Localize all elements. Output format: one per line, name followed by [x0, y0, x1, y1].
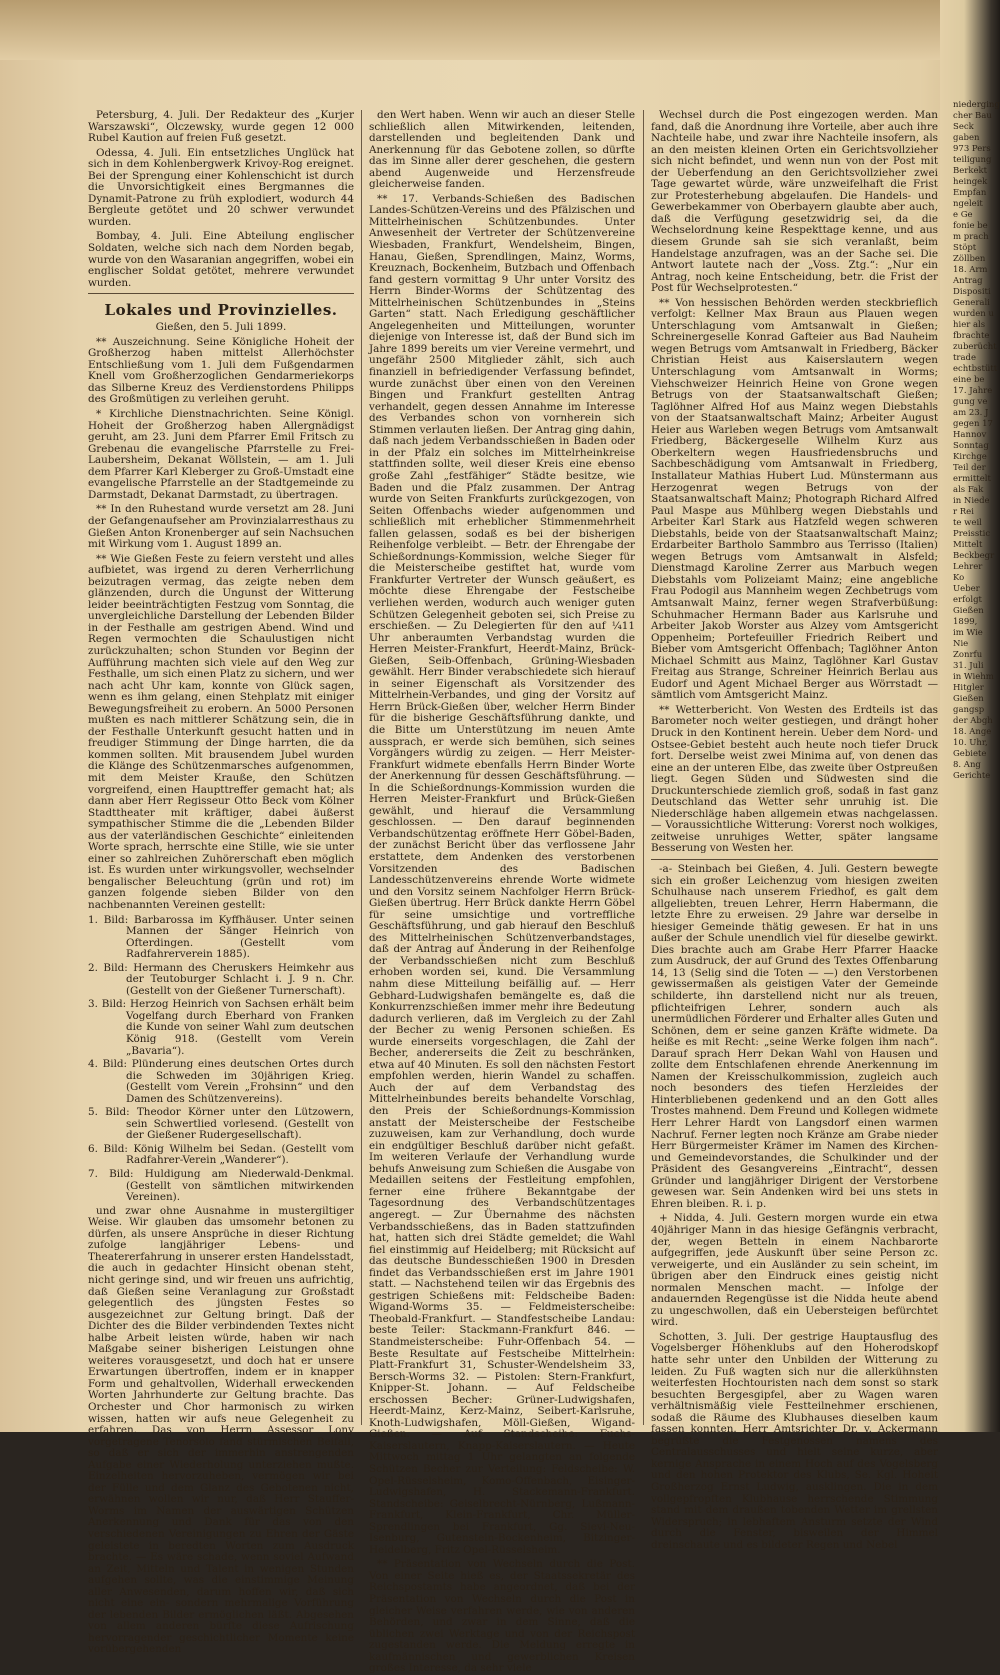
column-rule: [361, 110, 362, 1425]
side-fragment: 18. Ange: [953, 727, 992, 737]
side-fragment: Dispositi: [953, 287, 991, 297]
side-fragment: Generali: [953, 298, 990, 308]
side-fragment: fonie be: [953, 221, 988, 231]
side-fragment: Lehrer: [953, 562, 983, 572]
side-fragment: e Ge: [953, 210, 973, 220]
side-fragment: Antrag: [953, 276, 983, 286]
article-steckbrief: ** Von hessischen Behörden werden steckbrieflich verfolgt: Kellner Max Braun aus Plauen wegen Unterschlagung vom Amtsanwalt in Gießen; Schreinergeselle Konrad Gafteier aus Bad Nauheim wegen Betrugs vom Amtsanwalt in Friedberg, Bäcker Christian Heist aus Kaiserslautern wegen Unterschlagung vom Amtsanwalt in Worms; Viehschweizer Heinrich Heine von Grone wegen Betrugs von der Staatsanwaltschaft Gießen; Taglöhner Alfred Hof aus Mainz wegen Diebstahls von der Staatsanwaltschaft Mainz; Arbeiter August Heier aus Warleben wegen Betrugs vom Amtsanwalt Friedberg, Bäckergeselle Wilhelm Kurz aus Oberkeltern wegen Hausfriedensbruchs und Sachbeschädigung vom Amtsanwalt in Friedberg, Installateur Mathias Hubert Lud. Münstermann aus Herzogenrat wegen Betrugs von der Staatsanwaltschaft Mainz; Photograph Richard Alfred Paul Maspe aus Mühlberg wegen Diebstahls und Arbeiter Karl Stark aus Hatzfeld wegen schweren Diebstahls, beide von der Staatsanwaltschaft Mainz; Erdarbeiter Bartholo Sammbro aus Terrisso (Italien) wegen Betrugs vom Amtsanwalt in Alsfeld; Dienstmagd Karoline Zerrer aus Marbuch wegen Diebstahls vom Polizeiamt Mainz; eine angebliche Frau Podogil aus Mannheim wegen Zechbetrugs vom Amtsanwalt Mainz, ferner wegen Strafverbüßung: Schuhmacher Hermann Bader aus Karlsruhe und Arbeiter Jakob Worster aus Alzey vom Amtsgericht Oppenheim; Portefeuiller Friedrich Reibert und Bieber vom Amtsgericht Offenbach; Taglöhner Anton Michael Schmitt aus Mainz, Taglöhner Karl Gustav Freitag aus Strange, Schreiner Heinrich Berlau aus Eudorf und Agent Michael Berger aus Wörrstadt — sämtlich vom Amtsgericht Mainz.: [651, 296, 938, 702]
side-fragment: 18. Arm: [953, 265, 988, 275]
article-wetterbericht: ** Wetterbericht. Von Westen des Erdteils ist das Barometer noch weiter gestiegen, und drängt hoher Druck in den Kontinent herein. Ueber dem Nord- und Ostsee-Gebiet besteht auch heute noch tiefer Druck fort. Derselbe weist zwei Minima auf, von denen das eine an der unteren Elbe, das zweite über Ostpreußen liegt. Gegen Süden und Südwesten sind die Druckunterschiede ziemlich groß, sodaß in fast ganz Deutschland das Wetter sehr unruhig ist. Die Niederschläge haben allgemein etwas nachgelassen. — Voraussichtliche Witterung: Vorerst noch wolkiges, zeitweise unruhiges Wetter, später langsame Besserung von Westen her.: [651, 703, 938, 855]
side-fragment: 973 Pers: [953, 144, 991, 154]
article-wechsel: ** Präsentation von Wechseln durch die Post. Von einer Seite hieß es, der Staatssekretär des Reichspostamts habe angeordnet, daß bei der Präsentation von Wechseln durch die Post in gleicher Weise verfahren werde, wie von anderen Behörden, und zwar in dem Sinne, daß die üblichen zwei Werktage und von der Reichspost zugestanden werde. Die Meldung erregte in kaufmännischen und gewerblichen Kreisen großes Interesse, da sehr viele: [369, 1558, 635, 1675]
side-fragment: 17. Jahre: [953, 386, 993, 396]
side-fragment: Hitgler: [953, 683, 984, 693]
side-fragment: gaben: [953, 133, 980, 143]
article-auszeichnung: ** Auszeichnung. Seine Königliche Hoheit der Großherzog haben mittelst Allerhöchster Entschließung vom 1. Juli dem Fußgendarmen Knell vom Großherzoglichen Gendarmeriekorps das Silberne Kreuz des Verdienstordens Philipps des Großmütigen zu verleihen geruht.: [88, 335, 354, 406]
column-1: [88, 109, 354, 1656]
side-fragment: 10. Uhr,: [953, 738, 988, 748]
side-fragment: Berkekt: [953, 166, 988, 176]
side-fragment: Gebiete: [953, 749, 987, 759]
side-fragment: Hannov: [953, 430, 987, 440]
side-fragment: Nie: [953, 639, 969, 649]
side-fragment: Stöpt: [953, 243, 977, 253]
side-fragment: im Wie: [953, 628, 983, 638]
side-fragment: zuberücht: [953, 342, 997, 352]
side-fragment: niederging: [953, 100, 1000, 110]
section-rule: [651, 859, 938, 860]
side-fragment: erfolgt: [953, 595, 982, 605]
bild-item: 3. Bild: Herzog Heinrich von Sachsen erhält beim Vogelfang durch Eberhard von Franken die Kunde von seiner Wahl zum deutschen König 918. (Gestellt vom Verein „Bavaria“).: [88, 998, 354, 1057]
section-rule: [88, 293, 354, 294]
article-petersburg: Petersburg, 4. Juli. Der Redakteur des „Kurjer Warszawski“, Olczewsky, wurde gegen 12 000 Rubel Kaution auf freien Fuß gesetzt.: [88, 109, 354, 145]
side-fragment: in Wiehm: [953, 672, 994, 682]
article-feste: ** Wie Gießen Feste zu feiern versteht und alles aufbietet, was irgend zu deren Verherrlichung beizutragen vermag, das zeigte neben dem glänzenden, durch die Ungunst der Witterung leider beeinträchtigten Festzug vom Sonntag, die unvergleichliche Darstellung der Lebenden Bilder in der Festhalle am gestrigen Abend. Wind und Regen vermochten die Schaulustigen nicht zurückzuhalten; schon Stunden vor Beginn der Aufführung machten sich viele auf den Weg zur Festhalle, um sich einen Platz zu sichern, und wer nach acht Uhr kam, konnte von Glück sagen, wenn es ihm gelang, einen Stehplatz mit einiger Bewegungsfreiheit zu erobern. An 5000 Personen mußten es nach mittlerer Schätzung sein, die in der Festhalle Unterkunft gesucht hatten und in freudiger Stimmung der Dinge harrten, die da kommen sollten. Mit brausendem Jubel wurden die Klänge des Schützenmarsches aufgenommen, mit dem Meister Krauße, den Schützen vorgreifend, einen Haupttreffer gemacht hat; als dann aber Herr Regisseur Otto Beck vom Kölner Stadttheater mit kräftiger, dabei äußerst sympathischer Stimme die die „Lebenden Bilder aus der vaterländischen Geschichte“ einleitenden Worte sprach, herrschte eine Stille, wie sie unter einer so zahlreichen Zuhörerschaft eben möglich ist. Es wurden unter wirkungsvoller, wechselnder bengalischer Beleuchtung (grün und rot) im ganzen folgende sieben Bilder von den nachbenannten Vereinen gestellt:: [88, 552, 354, 911]
article-nidda: + Nidda, 4. Juli. Gestern morgen wurde ein etwa 40jähriger Mann in das hiesige Gefängnis verbracht, der, wegen Betteln in einem Nachbarorte aufgegriffen, jede Auskunft über seine Person zc. verweigerte, und ein Ausländer zu sein scheint, im übrigen aber den Eindruck eines geistig nicht normalen Menschen macht. — Infolge der andauernden Regengüsse ist die Nidda heute abend zu ungeschwollen, daß ein Uebersteigen befürchtet wird.: [651, 1212, 938, 1329]
newspaper-columns: [88, 109, 948, 1675]
side-fragment: Gießen: [953, 694, 984, 704]
side-fragment: am 23. J: [953, 408, 989, 418]
side-fragment: Kirchge: [953, 452, 987, 462]
side-fragment: eine be: [953, 375, 985, 385]
bild-item: 6. Bild: König Wilhelm bei Sedan. (Gestellt vom Radfahrer-Verein „Wanderer“).: [88, 1142, 354, 1167]
side-fragment: hier als: [953, 320, 986, 330]
bild-item: 1. Bild: Barbarossa im Kyffhäuser. Unter seinen Mannen der Sänger Heinrich von Ofterdingen. (Gestellt vom Radfahrerverein 1885).: [88, 913, 354, 961]
side-fragment: Gießen: [953, 606, 984, 616]
side-fragment: 1899,: [953, 617, 978, 627]
column-3: [651, 109, 938, 1551]
article-continuation: den Wert haben. Wenn wir auch an dieser Stelle schließlich allen Mitwirkenden, leitenden, darstellenden und begleitenden Dank und Anerkennung für das Gebotene zollen, so dürfte das im Sinne aller derer geschehen, die gestern abend Augenweide und Herzensfreude gleicherweise fanden.: [369, 109, 635, 191]
article-bombay: Bombay, 4. Juli. Eine Abteilung englischer Soldaten, welche sich nach dem Norden begab, wurde von den Wasaranian angegriffen, wobei ein englischer Soldat getötet, mehrere verwundet wurden.: [88, 230, 354, 289]
side-fragment: in Niede: [953, 496, 990, 506]
side-fragment: teiligung: [953, 155, 992, 165]
side-fragment: Ko: [953, 573, 965, 583]
column-2: [369, 109, 635, 1675]
article-odessa: Odessa, 4. Juli. Ein entsetzliches Unglück hat sich in dem Kohlenbergwerk Krivoy-Rog ereignet. Bei der Sprengung einer Kohlenschicht ist durch die Unvorsichtigkeit eines Bergmannes die Dynamit-Patrone zu früh explodiert, wodurch 44 Bergleute getötet und 20 schwer verwundet wurden.: [88, 146, 354, 228]
side-fragment: Gerichte: [953, 771, 991, 781]
article-kirchliche: * Kirchliche Dienstnachrichten. Seine Königl. Hoheit der Großherzog haben Allergnädigst geruht, am 23. Juni dem Pfarrer Emil Fritsch zu Grebenau die evangelische Pfarrstelle zu Frei-Laubersheim, Dekanat Wöllstein, — am 1. Juli dem Pfarrer Karl Kleberger zu Groß-Umstadt eine evangelische Pfarrstelle an der Stadtgemeinde zu Darmstadt, Dekanat Darmstadt, zu übertragen.: [88, 408, 354, 501]
article-verbandsschiessen: ** 17. Verbands-Schießen des Badischen Landes-Schützen-Vereins und des Pfälzischen und Mittelrheinischen Schützenbundes. Unter Anwesenheit der Vertreter der Schützenvereine Wiesbaden, Frankfurt, Wendelsheim, Bingen, Hanau, Gießen, Sprendlingen, Mainz, Worms, Kreuznach, Bockenheim, Butzbach und Offenbach fand gestern vormittag 9 Uhr unter Vorsitz des Herrn Binder-Worms der Schützentag des Mittelrheinischen Schützenbundes in „Steins Garten“ statt. Nach Erledigung geschäftlicher Angelegenheiten und Mitteilungen, worunter diejenige von Interesse ist, daß der Bund sich im Jahre 1899 bereits um vier Vereine vermehrt, und ungefähr 2500 Mitglieder zählt, sich auch finanziell in befriedigender Verfassung befindet, wurde zunächst über einen von den Vereinen Bingen und Frankfurt gestellten Antrag verhandelt, gegen dessen Annahme im Interesse des Verbandes schon von vornherein sich Stimmen verlauten ließen. Der Antrag ging dahin, daß nach jedem Verbandsschießen in Baden oder in der Pfalz ein solches im Mittelrheinkreise stattfinden sollte, weil dieser Kreis eine ebenso große Zahl „festfähiger“ Städte besitze, wie Baden und die Pfalz zusammen. Der Antrag wurde von Seiten Frankfurts zurückgezogen, von Seiten Offenbachs wieder aufgenommen und schließlich mit erheblicher Stimmenmehrheit fallen gelassen, sodaß es bei der bisherigen Reihenfolge verbleibt. — Betr. der Ehrengabe der Schießordnungs-Kommission, welche Sieger für die Meisterscheibe gestiftet hat, wurde vom Frankfurter Vertreter der Wunsch geäußert, es möchte diese Ehrengabe der Festscheibe verliehen werden, wodurch auch weniger guten Schützen Gelegenheit geboten sei, sich Preise zu erschießen. — Zu Delegierten für den auf ¼11 Uhr anberaumten Verbandstag wurden die Herren Meister-Frankfurt, Heerdt-Mainz, Brück-Gießen, Seib-Offenbach, Grüning-Wiesbaden gewählt. Herr Binder verabschiedete sich hierauf in seiner Eigenschaft als Vorsitzender des Mittelrhein-Verbandes, und ging der Vorsitz auf Herrn Brück-Gießen über, welcher Herrn Binder für die bisherige Geschäftsführung dankte, und die Bitte um Unterstützung im neuen Amte aussprach, er werde sich bemühen, sich seines Vorgängers würdig zu zeigen. — Herr Meister-Frankfurt widmete ebenfalls Herrn Binder Worte der Anerkennung für dessen Geschäftsführung. — In die Schießordnungs-Kommission wurden die Herren Meister-Frankfurt und Brück-Gießen gewählt, und hierauf die Versammlung geschlossen. — Den darauf beginnenden Verbandschützentag eröffnete Herr Göbel-Baden, der zunächst Bericht über das verflossene Jahr erstattete, dem Andenken des verstorbenen Vorsitzenden des Badischen Landesschützenvereins ehrende Worte widmete und den Vorsitz seinem Nachfolger Herrn Brück-Gießen übertrug. Herr Brück dankte Herrn Göbel für seine umsichtige und vortreffliche Geschäftsführung, und gab hierauf den Beschluß des Mittelrheinischen Schützenverbandstages, daß der Antrag auf Änderung in der Reihenfolge der Verbandsschießen nicht zum Beschluß erhoben worden sei, kund. Die Versammlung nahm diese Mitteilung beifällig auf. — Herr Gebhard-Ludwigshafen bemängelte es, daß die Konkurrenzschießen immer mehr ihre Bedeutung dadurch verlieren, daß im Vergleich zu der Zahl der Becher zu wenig Personen schießen. Es wurde einerseits vorgeschlagen, die Zahl der Becher, andererseits die Zeit zu beschränken, etwa auf 40 Minuten. Es soll den nächsten Festort empfohlen werden, hierin Wandel zu schaffen. Auch der auf dem Verbandstag des Mittelrheinbundes bereits behandelte Vorschlag, den Preis der Schießordnungs-Kommission anstatt der Meisterscheibe der Festscheibe zuzuweisen, kam zur Verhandlung, doch wurde ein endgültiger Beschluß darüber nicht gefaßt. Im weiteren Verlaufe der Verhandlung wurde behufs Anweisung zum Schießen die Ausgabe von Medaillen seitens der Festleitung empfohlen, ferner eine frühere Bekanntgabe der Tagesordnung des Verbandschützentages angeregt. — Zur Übernahme des nächsten Verbandsschießens, das in Baden stattzufinden hat, hatten sich drei Städte gemeldet; die Wahl fiel einstimmig auf Heidelberg; mit Rücksicht auf das deutsche Bundesschießen 1900 in Dresden findet das Verbandsschießen erst im Jahre 1901 statt. — Nachstehend teilen wir das Ergebnis des gestrigen Schießens mit: Feldscheibe Baden: Wigand-Worms 35. — Feldmeisterscheibe: Theobald-Frankfurt. — Standfestscheibe Landau: beste Teiler: Stackmann-Frankfurt 846. — Standmeisterscheibe: Fuhr-Offenbach 54. — Beste Resultate auf Festscheibe Mittelrhein: Platt-Frankfurt 31, Schuster-Wendelsheim 33, Bersch-Worms 32. — Pistolen: Stern-Frankfurt, Knipper-St. Johann. — Auf Feldscheibe erschossen Becher: Grüner-Ludwigshafen, Heerdt-Mainz, Kerz-Mainz, Seibert-Karlsruhe, Knoth-Ludwigshafen, Möll-Gießen, Wigand-Gießen. — Auf Standscheibe: Fuchs-Kaiserslautern, Knapp-Kaiserslautern. — Heute Mittwoch mittag 1 Uhr gelangten an folgende Schützen Becher zur Verteilung: Feldscheibe: W. Opel-Rüsselsheim, Komo-Offenbach, Eisinger-Ludwigshafen, H. Stackemann-Frankfurt. Standscheibe: Geiselbrecht-Nürnberg, Lußmann-Frankfurt, Klein-Frankfurt, Chr. Müller-Sprendlingen bei Frankfurt, Gg. Sievi-Neu-Isenburg, Gutenstein-Bockenheim, Bitzinger-Heidelberg, Fritz Opel-Rüsselsheim.: [369, 192, 635, 1556]
dateline: Gießen, den 5. Juli 1899.: [155, 321, 287, 334]
bild-item: 2. Bild: Hermann des Cheruskers Heimkehr aus der Teutoburger Schlacht i. J. 9 n. Chr. (Gestellt von der Gießener Turnerschaft).: [88, 961, 354, 997]
bild-item: 4. Bild: Plünderung eines deutschen Ortes durch die Schweden im 30jährigen Krieg. (Gestellt vom Verein „Frohsinn“ und den Damen des Schützenvereins).: [88, 1058, 354, 1105]
side-fragment: gegen 17: [953, 419, 993, 429]
bild-item: 7. Bild: Huldigung am Niederwald-Denkmal. (Gestellt von sämtlichen mitwirkenden Vereinen).: [88, 1168, 354, 1204]
article-schotten: Schotten, 3. Juli. Der gestrige Hauptausflug des Vogelsberger Höhenklubs auf den Hoherodskopf hatte sehr unter den Unbilden der Witterung zu leiden. Zu Fuß wagten sich nur die allerkühnsten weiterfesten Hochtouristen nach dem sonst so stark besuchten Bergesgipfel, aber zu Wagen waren verhältnismäßig viele Festteilnehmer erschienen, sodaß die Räume des Klubhauses dieselben kaum fassen konnten. Herr Amtsrichter Dr. v. Ackermann begrüßte die Festgenossen namens des Centralausschusses und hielt seine kurze, aber kernige Ansprache in einem Hoch auf des Vogelsberg und den hohen Protektor des Klubs, Se. Kgl. Hoheit Großherzog Ernst Ludwig, ausklingen. Die in dem vollgepfropften Klubhause herrschende Stimmung stand mit dem draußen tobenden Wetter im grellsten Widerspruch; in lebhaftem Ansturm setzte der Wind durch die Fenster, bisweilen der Himmel dreinschaute und es bildeter Regen und Nebel: [651, 1330, 938, 1551]
article-ruhestand: ** In den Ruhestand wurde versetzt am 28. Juni der Gefangenaufseher am Provinzialarresthaus zu Gießen Anton Kronenberger auf sein Nachsuchen mit Wirkung vom 1. August 1899 an.: [88, 503, 354, 551]
side-fragment: te weil: [953, 518, 982, 528]
side-fragment: echtbstütt: [953, 364, 998, 374]
side-fragment: ngeleit: [953, 199, 983, 209]
side-fragment: Sonntag: [953, 441, 989, 451]
side-fragment: 31. Juli: [953, 661, 984, 671]
side-fragment: als Fak: [953, 485, 984, 495]
top-edge: [0, 0, 1000, 60]
side-fragment: r Rei: [953, 507, 974, 517]
side-fragment: Teil der: [953, 463, 986, 473]
article-steinbach: -a- Steinbach bei Gießen, 4. Juli. Gestern bewegte sich ein großer Leichenzug vom hiesigen zweiten Schulhause nach unserem Friedhof, es galt dem allgeliebten, treuen Lehrer, Herrn Habermann, die letzte Ehre zu erweisen. 29 Jahre war derselbe in hiesiger Gemeinde thätig gewesen. Er hat in uns außer der Schule unendlich viel für dieselbe gewirkt. Dies brachte auch am Grabe Herr Pfarrer Haacke zum Ausdruck, der auf Grund des Textes Offenbarung 14, 13 (Selig sind die Toten — —) den Verstorbenen gewissermaßen als geistigen Vater der Gemeinde schilderte, ihn darstellend nicht nur als treuen, pflichteifrigen Lehrer, sondern auch als unermüdlichen Förderer und Erhalter alles Guten und Schönen, dem er seine ganzen Kräfte widmete. Da heiße es mit Recht: „seine Werke folgen ihm nach“. Darauf sprach Herr Dekan Wahl von Hausen und zollte dem Entschlafenen ehrende Anerkennung im Namen der Kreisschulkommission, zugleich auch noch besonders des tiefen Herzleides der Hinterbliebenen gedenkend und an den Gott alles Trostes mahnend. Dem Freund und Kollegen widmete Herr Lehrer Hardt von Langsdorf einen warmen Nachruf. Ferner legten noch Kränze am Grabe nieder Herr Bürgermeister Krämer im Namen des Kirchen- und Gemeindevorstandes, die Schulkinder und der Präsident des Gesangvereins „Eintracht“, dessen Gründer und langjähriger Dirigent der Verstorbene gewesen war. Sein Andenken wird bei uns stets in Ehren bleiben. R. i. p.: [651, 863, 938, 1210]
side-fragment: Mittelt: [953, 540, 983, 550]
side-fragment: der Abgh: [953, 716, 993, 726]
side-fragment: Empfan: [953, 188, 987, 198]
side-fragment: m prach: [953, 232, 989, 242]
column-rule: [643, 110, 644, 1425]
article-wechsel-cont: Wechsel durch die Post eingezogen werden. Man fand, daß die Anordnung ihre Vorteile, aber auch ihre Nachteile habe, und zwar ihre Nachteile insofern, als an den meisten kleinen Orten ein Gerichtsvollzieher sich nicht befindet, und wenn nun von der Post mit der Ueberfendung an den Gerichtsvollzieher zwei Tage gewartet würde, wäre unzweifelhaft die Frist zur Protesterhebung abgelaufen. Die Handels- und Gewerbekammer von Oberbayern glaubte aber auch, daß die Verfügung gesetzwidrig sei, da die Wechselordnung keine Respekttage kenne, und aus diesem Grunde sah sie sich veranlaßt, beim Handelstage anzufragen, was an der Sache sei. Die Antwort lautete nach der „Voss. Ztg.“: „Nur ein Antrag, noch keine Entscheidung, betr. die Frist der Post für Wechselprotesten.“: [651, 109, 938, 295]
adjacent-page-fragments: [953, 100, 1000, 1420]
side-fragment: Beckbegr: [953, 551, 995, 561]
side-fragment: cher Bau: [953, 111, 992, 121]
side-fragment: heingek: [953, 177, 988, 187]
side-fragment: fbrachte: [953, 331, 990, 341]
side-fragment: ermittelt: [953, 474, 991, 484]
side-fragment: Ueber: [953, 584, 980, 594]
side-fragment: gung ve: [953, 397, 988, 407]
article-ausnahme: und zwar ohne Ausnahme in mustergiltiger Weise. Wir glauben das umsomehr betonen zu dürfen, als unsere Ansprüche in dieser Richtung zufolge langjähriger Lebens- und Theatererfahrung in unserer ersten Handelsstadt, die auch in gedachter Hinsicht obenan steht, nicht geringe sind, und wir freuen uns aufrichtig, daß Gießen seine Veranlagung zur Großstadt gelegentlich des jüngsten Festes so ausgezeichnet zur Geltung bringt. Daß der Dichter des die Bilder verbindenden Textes nicht halbe Arbeit leisten würde, haben wir nach Maßgabe seiner bisherigen Leistungen ohne weiteres vorausgesetzt, und doch hat er unsere Erwartungen übertroffen, indem er in knapper Form und gehaltvollen, Widerhall erweckenden Worten Jahrhunderte zur Geltung brachte. Das Orchester und Chor harmonisch zu wirken wissen, hatten wir aufs neue Gelegenheit zu erfahren. Das von Herrn Assessor Lony vorgetragene Tenorsolo fand stürmischen Beifall, so daß er sich der immerhin anstrengenden Aufgabe einer Wiederholung unterziehen mußte. Einzelheiten hervorzuheben, vermögen wir bei der Fülle und dem Glanz des Gebotenen nicht, erwähnen wollen wir nur, daß Herr Stauffer-Worms im Namen der auswärtigen Schützen Anerkennung und Dank für das von den verschiedenen Vereinigungen zu Ehren der Gäste geleistete in beredten Worten zum Ausdruck brachte. — Es wäre schade, wenn soviel Aufwand an Zeit, Mitteln und Talent in wenigen Stunden aufgehen sollte, was die einstimmige Meinung aller Anwesenden, darum hoffen wir, daß sich nicht eine ein- sondern mehrmalige Vorführung der lebenden Bilder ermöglichen läßt. Abgesehen von allem anderen bürfte diese Aufrischung hervorragender geschichtlicher Momente keine vorübergehenden: [88, 1204, 354, 1656]
side-fragment: 8. Ang: [953, 760, 981, 770]
side-fragment: trade: [953, 353, 977, 363]
section-heading: Lokales und Provinzielles.: [104, 301, 338, 320]
side-fragment: Preisstic: [953, 529, 991, 539]
bild-item: 5. Bild: Theodor Körner unter den Lützowern, sein Schwertlied vorlesend. (Gestellt von der Gießener Rudergesellschaft).: [88, 1106, 354, 1142]
side-fragment: Zöllben: [953, 254, 986, 264]
side-fragment: Seck: [953, 122, 974, 132]
side-fragment: wurden u: [953, 309, 994, 319]
side-fragment: Zonrfu: [953, 650, 983, 660]
side-fragment: gangsp: [953, 705, 985, 715]
